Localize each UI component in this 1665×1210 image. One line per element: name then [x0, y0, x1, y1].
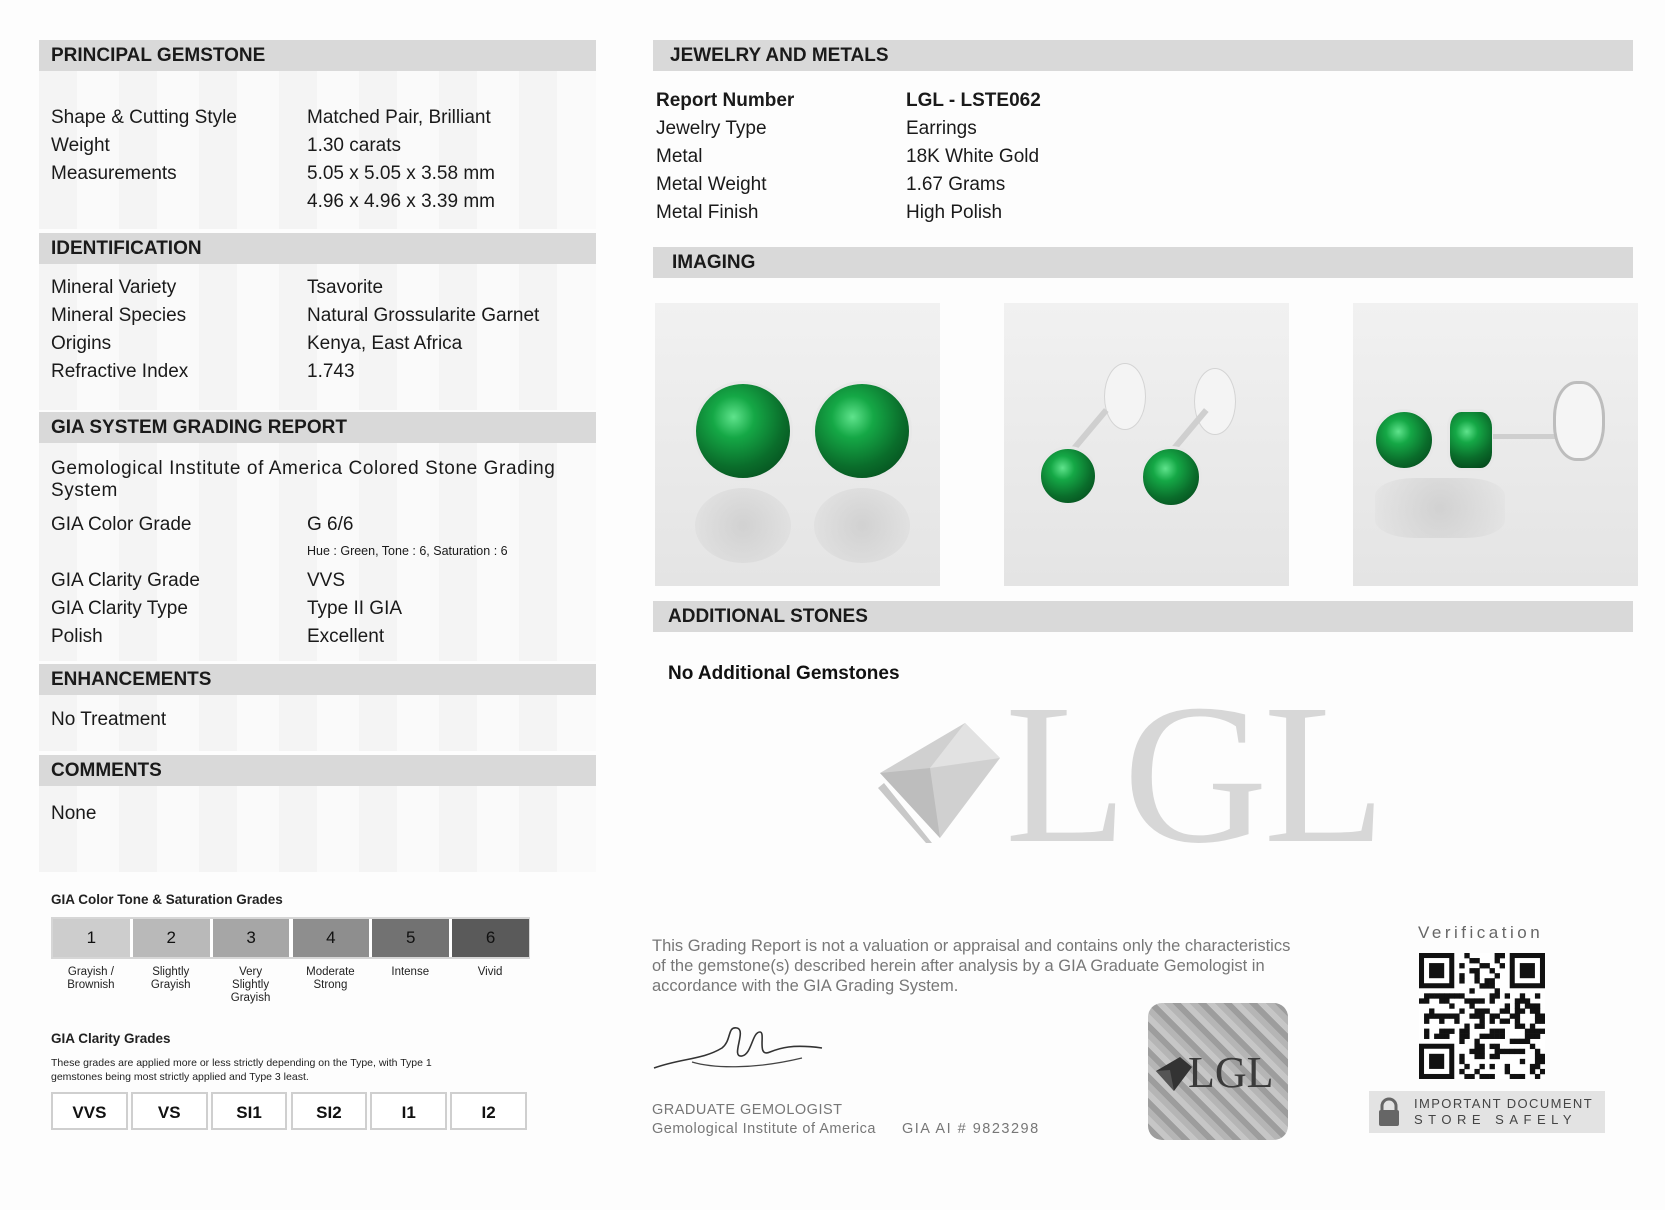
jewelry-value: Earrings — [906, 118, 977, 139]
gia-grading-label: GIA Clarity Grade — [51, 570, 200, 591]
principal-gemstone-header: PRINCIPAL GEMSTONE — [39, 40, 596, 71]
hologram-seal — [1148, 1003, 1288, 1140]
photo-front-view — [655, 303, 940, 586]
tone-scale-caption: Moderate Strong — [306, 966, 355, 991]
comments-header: COMMENTS — [39, 755, 596, 786]
identification-label: Mineral Variety — [51, 277, 177, 298]
principal-value: 5.05 x 5.05 x 3.58 mm — [307, 163, 495, 184]
store-safely-text: STORE SAFELY — [1414, 1112, 1578, 1127]
gia-grading-header: GIA SYSTEM GRADING REPORT — [39, 412, 596, 443]
principal-value: 1.30 carats — [307, 135, 401, 156]
gem-reflection-left — [695, 488, 791, 563]
important-document-text: IMPORTANT DOCUMENT — [1414, 1096, 1594, 1111]
disclaimer-line-2: of the gemstone(s) described herein after analysis by a GIA Graduate Gemologist in — [652, 957, 1265, 975]
verification-title: Verification — [1418, 923, 1544, 942]
tone-scale-caption: Very Slightly Grayish — [230, 966, 271, 1004]
tone-scale-title: GIA Color Tone & Saturation Grades — [51, 892, 283, 907]
clarity-grade-cell: I1 — [370, 1092, 447, 1130]
lock-icon — [1377, 1097, 1401, 1127]
additional-stones-header: ADDITIONAL STONES — [653, 601, 1633, 632]
gem-right — [812, 381, 912, 481]
clarity-grade-cell: VS — [131, 1092, 208, 1130]
lgl-diamond-logo-icon — [870, 708, 1010, 848]
tone-scale-cell: 1 — [53, 919, 130, 957]
jewelry-metals-header: JEWELRY AND METALS — [653, 40, 1633, 71]
tone-scale-cell: 4 — [293, 919, 370, 957]
gia-grading-value: Type II GIA — [307, 598, 403, 619]
tone-scale-cell: 3 — [213, 919, 290, 957]
earring-back-left — [1104, 363, 1146, 430]
gia-color-grade-label: GIA Color Grade — [51, 514, 192, 535]
additional-stones-value: No Additional Gemstones — [668, 663, 900, 684]
disclaimer-line-1: This Grading Report is not a valuation or appraisal and contains only the characteristics — [652, 937, 1291, 955]
principal-label: Measurements — [51, 163, 177, 184]
gem-right — [1447, 409, 1495, 471]
tone-scale-cell: 2 — [133, 919, 210, 957]
clarity-scale — [51, 1092, 530, 1130]
earring-post — [1493, 434, 1563, 439]
tone-scale-cell: 6 — [452, 919, 529, 957]
gem-reflection-right — [814, 488, 910, 563]
jewelry-value: 18K White Gold — [906, 146, 1040, 167]
tone-scale-caption: Slightly Grayish — [150, 966, 191, 991]
enhancements-value: No Treatment — [51, 709, 167, 730]
tone-scale-caption: Vivid — [477, 966, 503, 978]
identification-label: Refractive Index — [51, 361, 189, 382]
tone-scale-caption: Intense — [391, 966, 430, 978]
jewelry-label: Metal Finish — [656, 202, 759, 223]
jewelry-label: Metal — [656, 146, 703, 167]
qr-code-icon[interactable] — [1419, 953, 1545, 1079]
clarity-note-1: These grades are applied more or less strictly depending on the Type, with Type 1 — [51, 1057, 432, 1069]
photo-angle-view — [1004, 303, 1289, 586]
imaging-header: IMAGING — [653, 247, 1633, 278]
identification-value: 1.743 — [307, 361, 355, 382]
gem-left — [693, 381, 793, 481]
jewelry-label: Metal Weight — [656, 174, 767, 195]
clarity-grade-cell: VVS — [51, 1092, 128, 1130]
identification-value: Tsavorite — [307, 277, 384, 298]
gem-right — [1140, 446, 1202, 508]
jewelry-value: 1.67 Grams — [906, 174, 1006, 195]
enhancements-header: ENHANCEMENTS — [39, 664, 596, 695]
disclaimer-line-3: accordance with the GIA Grading System. — [652, 977, 959, 995]
important-document-badge — [1369, 1091, 1605, 1133]
tone-scale — [51, 917, 530, 959]
principal-value: 4.96 x 4.96 x 3.39 mm — [307, 191, 495, 212]
identification-label: Mineral Species — [51, 305, 187, 326]
gia-id-label: GIA AI # 9823298 — [902, 1121, 1040, 1137]
gia-grading-label: GIA Clarity Type — [51, 598, 188, 619]
clarity-grade-cell: SI1 — [211, 1092, 288, 1130]
principal-label: Shape & Cutting Style — [51, 107, 237, 128]
clarity-grade-cell: I2 — [450, 1092, 527, 1130]
gia-color-grade-value: G 6/6 — [307, 514, 354, 535]
identification-value: Kenya, East Africa — [307, 333, 463, 354]
identification-label: Origins — [51, 333, 112, 354]
jewelry-label: Jewelry Type — [656, 118, 767, 139]
earring-back-right — [1194, 368, 1236, 435]
principal-label: Weight — [51, 135, 110, 156]
gem-reflection — [1375, 478, 1505, 538]
jewelry-value: High Polish — [906, 202, 1003, 223]
jewelry-label: Report Number — [656, 90, 795, 111]
identification-header: IDENTIFICATION — [39, 233, 596, 264]
gem-left — [1373, 409, 1435, 471]
graduate-gemologist-label: GRADUATE GEMOLOGIST — [652, 1102, 843, 1118]
gem-left — [1038, 446, 1098, 506]
gia-grading-value: VVS — [307, 570, 346, 591]
lgl-watermark-text: LGL — [1005, 664, 1382, 885]
photo-side-view — [1353, 303, 1638, 586]
comments-value: None — [51, 803, 97, 824]
signature-icon — [652, 1018, 832, 1078]
clarity-note-2: gemstones being most strictly applied and Type 3 least. — [51, 1071, 309, 1083]
principal-value: Matched Pair, Brilliant — [307, 107, 491, 128]
jewelry-value: LGL - LSTE062 — [906, 90, 1041, 111]
tone-scale-caption: Grayish / Brownish — [67, 966, 115, 991]
gia-grading-label: Polish — [51, 626, 103, 647]
gia-intro: Gemological Institute of America Colored Stone Grading System — [51, 458, 556, 501]
gemological-institute-label: Gemological Institute of America — [652, 1121, 876, 1137]
earring-back — [1553, 381, 1605, 461]
clarity-grade-cell: SI2 — [291, 1092, 368, 1130]
gia-grading-value: Excellent — [307, 626, 385, 647]
gia-color-note: Hue : Green, Tone : 6, Saturation : 6 — [307, 544, 508, 558]
comments-body — [39, 786, 596, 872]
identification-value: Natural Grossularite Garnet — [307, 305, 540, 326]
clarity-title: GIA Clarity Grades — [51, 1031, 171, 1046]
tone-scale-cell: 5 — [372, 919, 449, 957]
seal-text: LGL — [1188, 1048, 1274, 1097]
